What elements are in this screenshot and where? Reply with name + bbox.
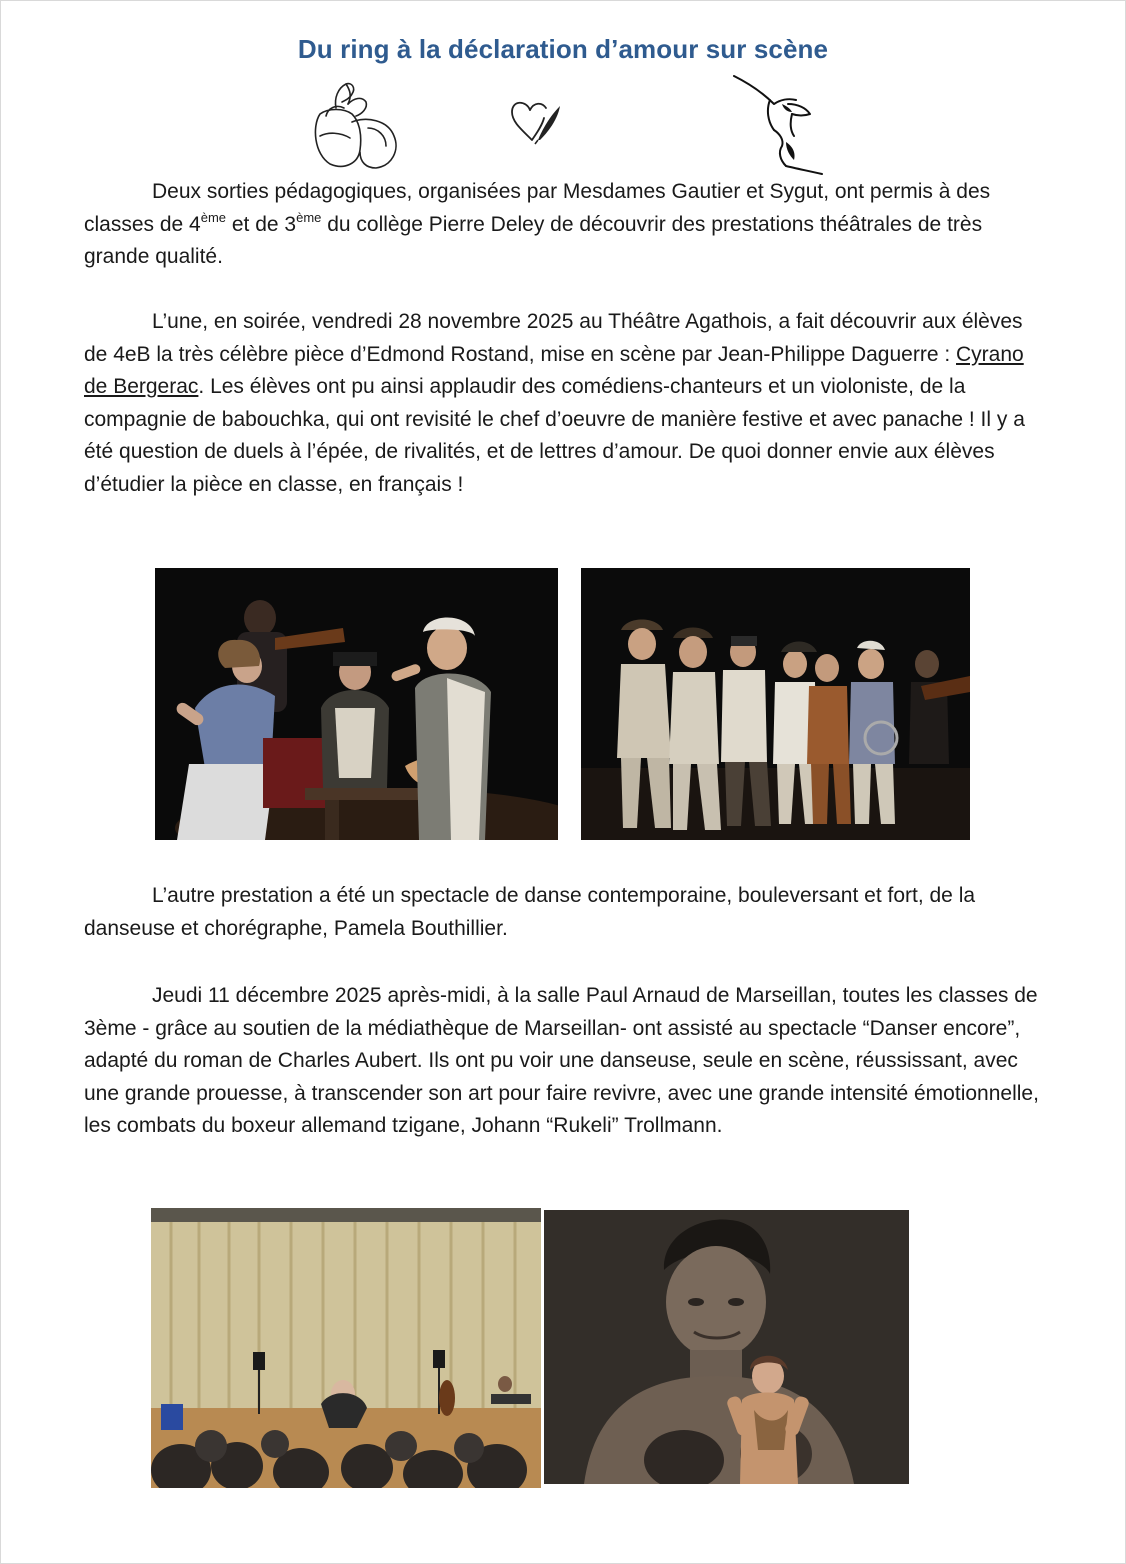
- cyrano-scene-photo: [155, 568, 558, 840]
- intro-text-a: Deux sorties pédagogiques, organisées par Mesdames Gautier et Sygut, ont permis à des classes de 4: [84, 180, 991, 236]
- intro-text-c: du collège Pierre Deley de découvrir des prestations théâtrales de très grande qualité.: [84, 212, 983, 268]
- dance-intro-text: L’autre prestation a été un spectacle de danse contemporaine, bouleversant et fort, de la danseuse et chorégraphe, Pamela Bouthillier.: [84, 884, 976, 940]
- cyrano-text-a: L’une, en soirée, vendredi 28 novembre 2025 au Théâtre Agathois, a fait découvrir aux élèves de 4eB la très célèbre pièce d’Edmond Rostand, mise en scène par Jean-Philippe Daguerre :: [84, 310, 1023, 366]
- dance-intro-paragraph: [84, 880, 1044, 945]
- intro-text-b: et de 3: [226, 212, 297, 236]
- play-title: Cyrano de Bergerac: [84, 342, 1024, 398]
- heart-quill-icon: [508, 96, 566, 146]
- dance-show-text: Jeudi 11 décembre 2025 après-midi, à la salle Paul Arnaud de Marseillan, toutes les classes de 3ème - grâce au soutien de la médiathèque de Marseillan- ont assisté au spectacle “Danser encore”, adapté du roman de Charles Aubert. Ils ont pu voir une danseuse, seule en scène, réussissant, avec une grande prouesse, à transcender son art pour faire revivre, avec une grande intensité émotionnelle, les combats du boxeur allemand tzigane, Johann “Rukeli” Trollmann.: [84, 984, 1039, 1137]
- superscript-3eme: ème: [296, 209, 322, 225]
- cyrano-text-b: . Les élèves ont pu ainsi applaudir des comédiens-chanteurs et un violoniste, de la compagnie de babouchka, qui ont revisité le chef d’oeuvre de manière festive et avec panache ! Il y a été question de duels à l’épée, de rivalités, et de lettres d’amour. De quoi donner envie aux élèves d’étudier la pièce en classe, en français !: [84, 375, 1025, 496]
- cyrano-paragraph: [84, 306, 1044, 501]
- dance-hall-photo: [151, 1208, 541, 1488]
- superscript-4eme: ème: [200, 209, 227, 225]
- boxer-poster-photo: [544, 1210, 909, 1484]
- page-title: Du ring à la déclaration d’amour sur scène: [297, 34, 829, 64]
- intro-paragraph: [84, 176, 1044, 274]
- dance-show-paragraph: [84, 980, 1044, 1143]
- cyrano-troupe-photo: [581, 568, 970, 840]
- cyrano-profile-icon: [730, 70, 830, 176]
- boxing-gloves-icon: [306, 80, 402, 172]
